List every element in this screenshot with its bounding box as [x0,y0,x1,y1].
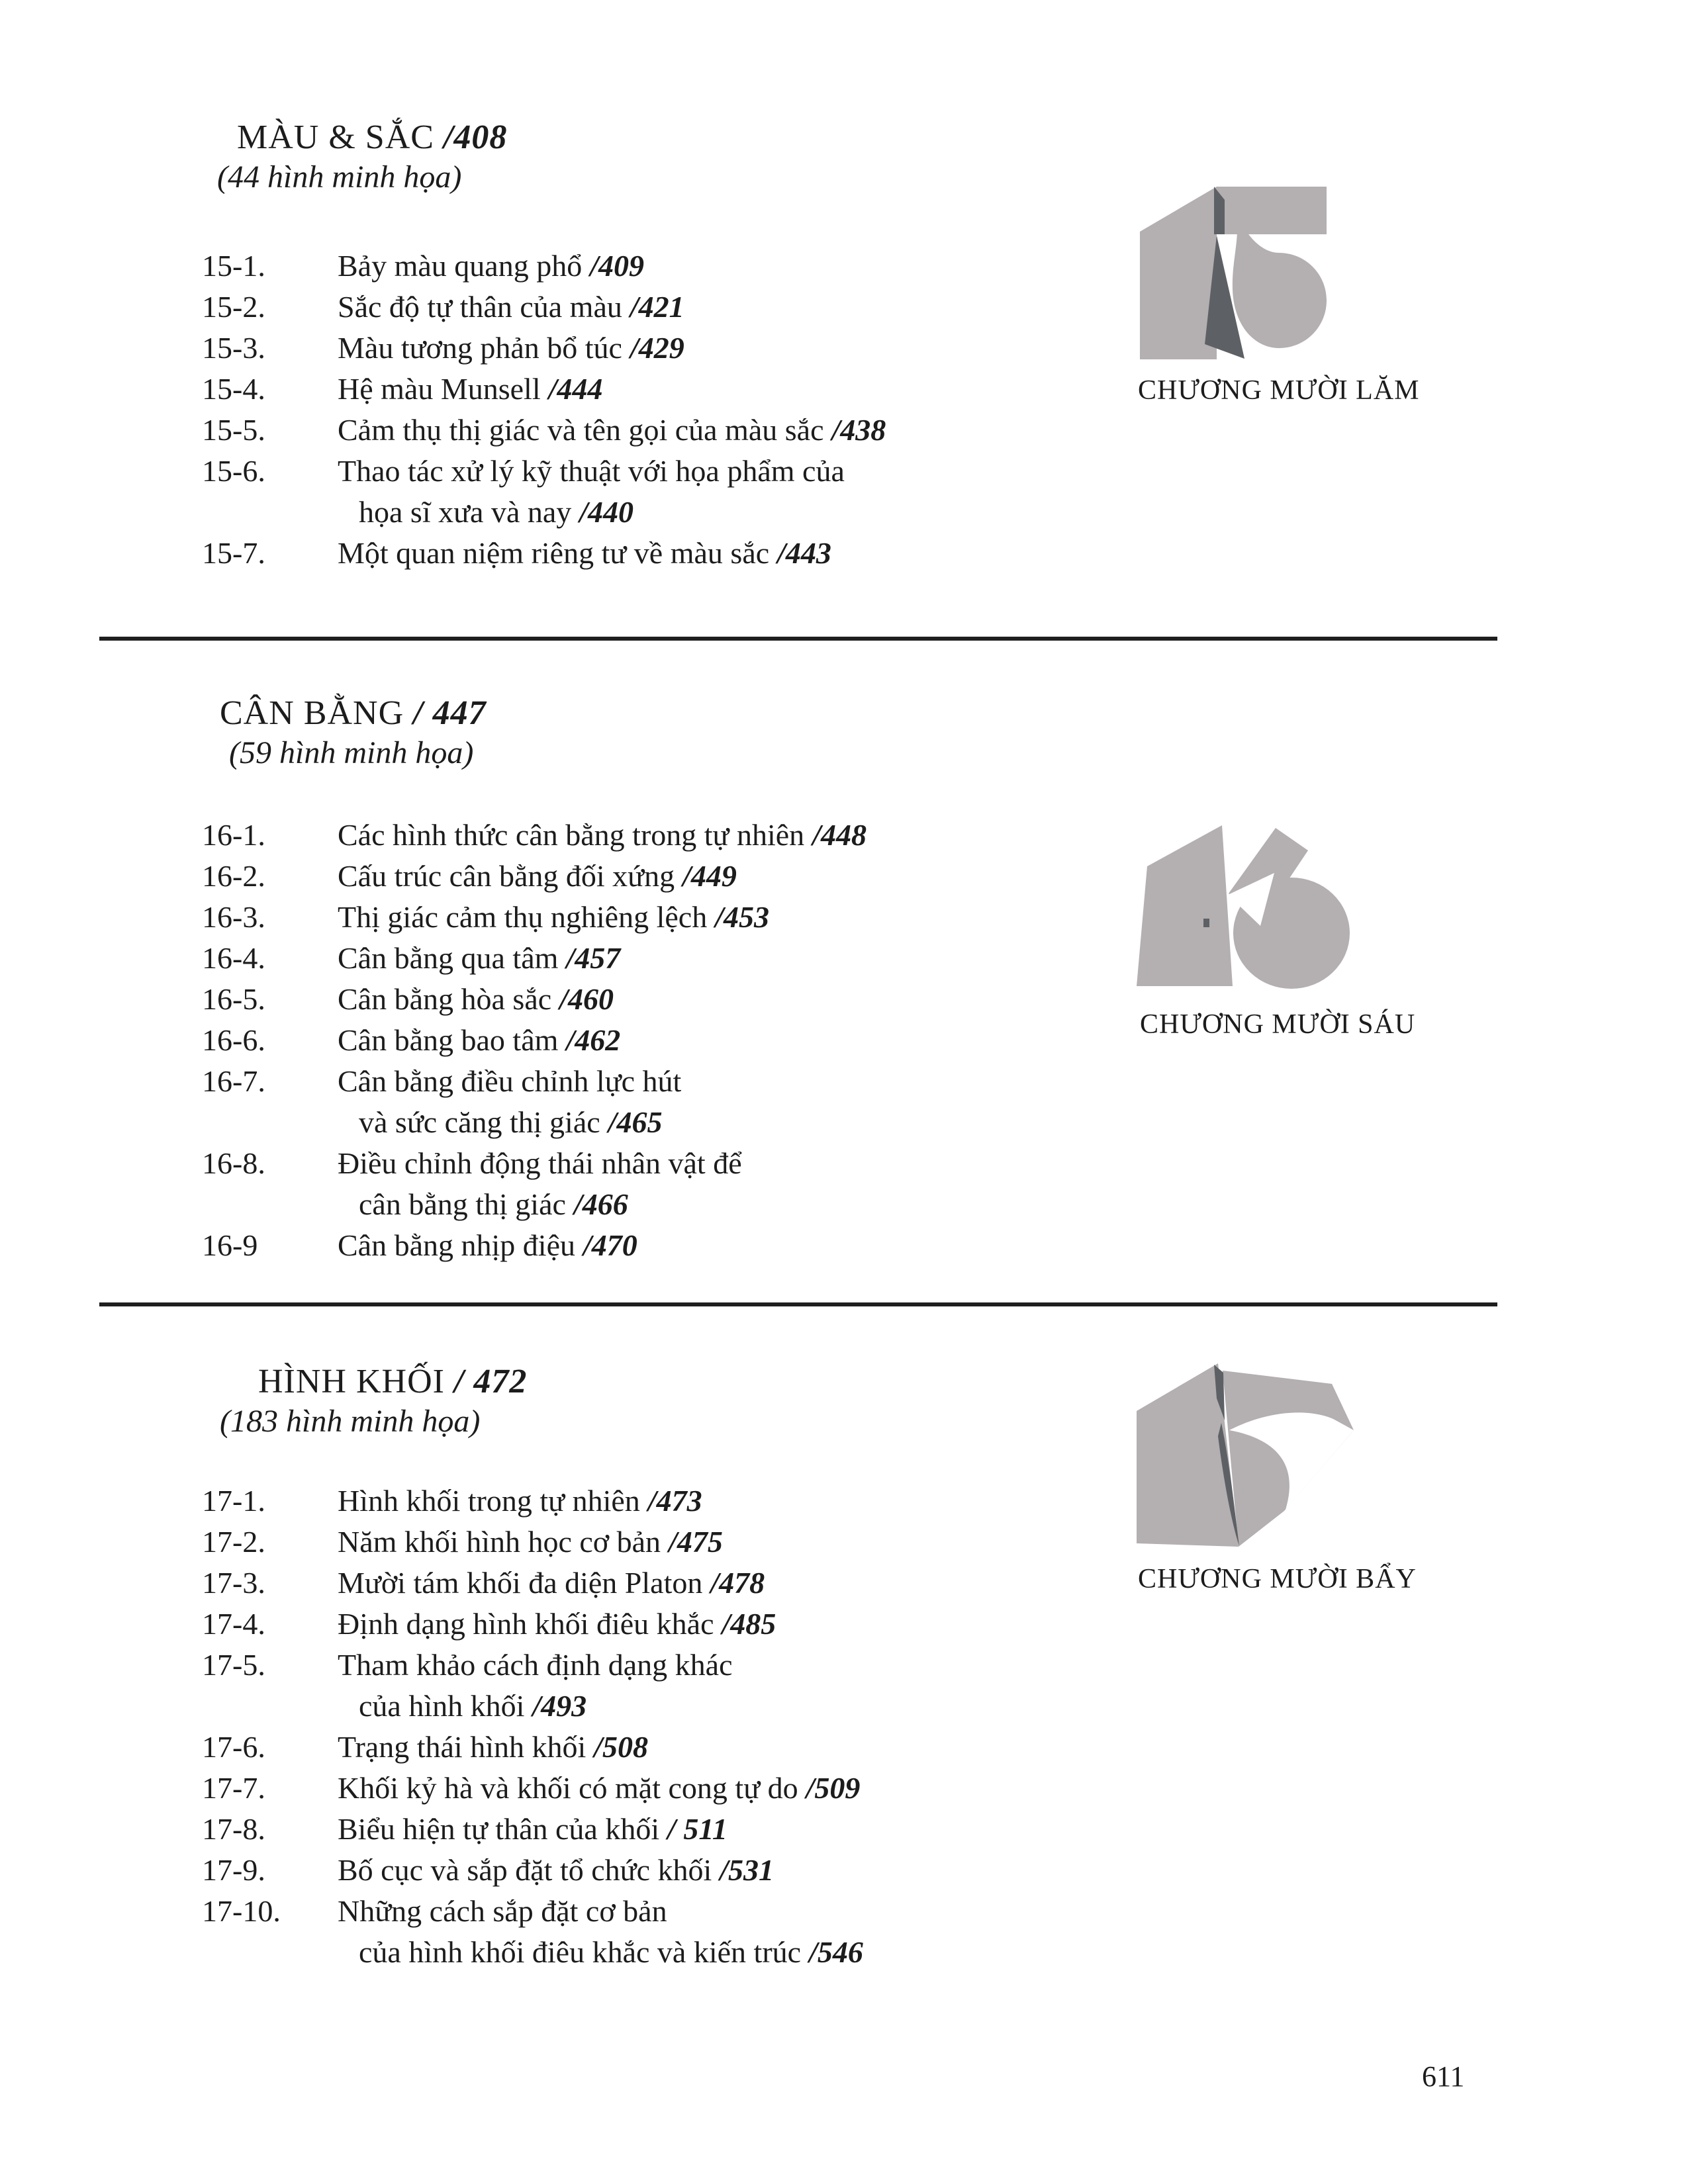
section-divider [99,1302,1497,1306]
toc-entry [202,328,1235,369]
entry-number: 17-3. [202,1566,265,1600]
entry-title [338,1525,723,1559]
entry-page-number: /485 [722,1607,776,1641]
entry-title-text: Điều chỉnh động thái nhân vật để [338,1146,742,1180]
entry-number: 17-8. [202,1812,265,1846]
entry-title [338,495,633,529]
entry-title-text: Tham khảo cách định dạng khác [338,1648,733,1682]
section-title-text: CÂN BẰNG [220,694,404,732]
toc-entry [202,1143,1235,1184]
entry-page-number: / 511 [667,1812,727,1846]
entry-number: 16-4. [202,941,265,975]
toc-entry [202,1020,1235,1061]
entry-title-text: Cảm thụ thị giác và tên gọi của màu sắc [338,413,824,447]
entry-title [338,1689,586,1723]
section-header-chapter-15 [217,118,508,197]
entry-title-text: Cân bằng qua tâm [338,941,559,975]
entry-title-text: Biểu hiện tự thân của khối [338,1812,660,1846]
entry-title [338,1566,765,1600]
toc-entry [202,815,1235,856]
entry-title-text: Định dạng hình khối điêu khắc [338,1607,714,1641]
toc-entry [202,1727,1235,1768]
section-subtitle: (183 hình minh họa) [220,1404,481,1439]
toc-entry [202,533,1235,574]
entry-title [338,900,769,934]
toc-entry [202,856,1235,897]
entry-title-text: của hình khối điêu khắc và kiến trúc [359,1935,802,1969]
entry-page-number: /443 [777,536,831,570]
toc-entry [202,1768,1235,1809]
section-title [237,118,507,158]
entry-number: 17-6. [202,1730,265,1764]
entry-title [338,331,684,365]
entry-title [338,859,737,893]
entry-number: 15-4. [202,372,265,406]
entry-title-text: Cân bằng hòa sắc [338,982,552,1016]
entry-page-number: /546 [809,1935,863,1969]
toc-entry-continuation [202,1932,1235,1973]
entry-number: 17-1. [202,1484,265,1518]
entry-title [338,1064,681,1098]
entry-page-number: /421 [630,290,684,324]
section-header-chapter-17 [220,1362,528,1441]
toc-entry [202,1480,1235,1522]
entry-number: 17-10. [202,1894,281,1928]
stylized-numeral-17-icon [1133,1362,1358,1554]
entry-title [338,1105,662,1139]
section-title-text: MÀU & SẮC [237,118,434,156]
entry-title-text: Khối kỷ hà và khối có mặt cong tự do [338,1771,798,1805]
entry-title [338,1023,620,1057]
entry-title [338,454,845,488]
entry-title-text: Thao tác xử lý kỹ thuật với họa phẩm của [338,454,845,488]
entry-title-text: và sức căng thị giác [359,1105,600,1139]
toc-entry-list [202,246,1235,574]
chapter-16-label: CHƯƠNG MƯỜI SÁU [1140,1009,1416,1040]
entry-page-number: /509 [806,1771,861,1805]
entry-title [338,1228,637,1262]
entry-page-number: /449 [682,859,737,893]
section-subtitle: (44 hình minh họa) [217,159,462,195]
entry-page-number: /508 [594,1730,649,1764]
entry-title [338,1607,776,1641]
toc-entry [202,246,1235,287]
entry-title [338,818,867,852]
entry-number: 16-6. [202,1023,265,1057]
entry-title [338,536,831,570]
entry-page-number: /465 [608,1105,663,1139]
toc-entry-continuation [202,1184,1235,1225]
entry-title-text: của hình khối [359,1689,525,1723]
entry-page-number: /438 [831,413,886,447]
entry-title-text: cân bằng thị giác [359,1187,566,1221]
section-start-page: / 447 [413,694,487,732]
entry-title [338,372,602,406]
section-start-page: /408 [443,118,508,156]
entry-number: 16-8. [202,1146,265,1180]
toc-entry [202,451,1235,492]
entry-number: 16-9 [202,1228,258,1262]
entry-page-number: /470 [583,1228,637,1262]
chapter-15-figure [1125,177,1331,363]
entry-number: 16-3. [202,900,265,934]
toc-entry [202,1809,1235,1850]
entry-title [338,941,620,975]
toc-entry [202,1850,1235,1891]
entry-title [338,413,886,447]
entry-title-text: Trạng thái hình khối [338,1730,586,1764]
entry-number: 16-2. [202,859,265,893]
toc-entry [202,1522,1235,1563]
entry-title [338,1484,702,1518]
entry-title-text: Cân bằng điều chỉnh lực hút [338,1064,682,1098]
entry-number: 16-1. [202,818,265,852]
entry-page-number: /473 [647,1484,702,1518]
entry-number: 15-3. [202,331,265,365]
entry-title [338,1853,774,1887]
entry-title-text: Cân bằng bao tâm [338,1023,559,1057]
toc-entry [202,1225,1235,1266]
section-title [258,1362,527,1402]
toc-entry [202,1645,1235,1686]
section-subtitle: (59 hình minh họa) [229,735,474,770]
section-title [220,694,487,733]
entry-number: 17-4. [202,1607,265,1641]
entry-number: 15-7. [202,536,265,570]
page-number: 611 [1422,2060,1465,2093]
entry-title-text: Năm khối hình học cơ bản [338,1525,661,1559]
chapter-16-figure [1132,822,1354,991]
toc-entry-list [202,1480,1235,1973]
entry-title-text: Một quan niệm riêng tư về màu sắc [338,536,770,570]
entry-page-number: /460 [559,982,614,1016]
entry-title-text: Các hình thức cân bằng trong tự nhiên [338,818,805,852]
entry-page-number: /475 [669,1525,723,1559]
entry-title [338,1648,733,1682]
entry-number: 17-7. [202,1771,265,1805]
toc-entry-continuation [202,1686,1235,1727]
toc-entry-continuation [202,1102,1235,1143]
entry-title-text: Những cách sắp đặt cơ bản [338,1894,667,1928]
entry-title-text: Bố cục và sắp đặt tổ chức khối [338,1853,712,1887]
chapter-17-figure [1133,1362,1358,1554]
entry-title [338,1894,667,1928]
entry-title [338,1812,727,1846]
entry-page-number: /531 [720,1853,774,1887]
entry-title-text: Thị giác cảm thụ nghiêng lệch [338,900,708,934]
entry-page-number: /448 [812,818,867,852]
entry-number: 17-2. [202,1525,265,1559]
stylized-numeral-15-icon [1125,177,1331,363]
entry-title-text: Màu tương phản bổ túc [338,331,622,365]
toc-entry [202,1891,1235,1932]
entry-number: 17-5. [202,1648,265,1682]
entry-page-number: /457 [566,941,621,975]
entry-page-number: /409 [590,249,644,283]
entry-page-number: /429 [630,331,684,365]
entry-page-number: /478 [710,1566,765,1600]
entry-number: 15-2. [202,290,265,324]
entry-number: 16-5. [202,982,265,1016]
toc-entry-continuation [202,492,1235,533]
entry-title [338,982,614,1016]
entry-page-number: /462 [566,1023,621,1057]
entry-page-number: /440 [579,495,634,529]
entry-number: 17-9. [202,1853,265,1887]
entry-title-text: Cân bằng nhịp điệu [338,1228,575,1262]
section-title-text: HÌNH KHỐI [258,1363,445,1400]
entry-title-text: Cấu trúc cân bằng đối xứng [338,859,675,893]
entry-title [338,290,684,324]
section-divider [99,637,1497,641]
toc-entry [202,369,1235,410]
entry-number: 15-5. [202,413,265,447]
entry-title [338,1730,648,1764]
section-start-page: / 472 [453,1363,528,1400]
entry-page-number: /453 [715,900,769,934]
entry-title-text: Hình khối trong tự nhiên [338,1484,640,1518]
entry-number: 15-6. [202,454,265,488]
toc-entry [202,979,1235,1020]
section-header-chapter-16 [220,694,487,773]
entry-title [338,1771,860,1805]
toc-entry [202,287,1235,328]
toc-entry [202,897,1235,938]
entry-number: 16-7. [202,1064,265,1098]
toc-entry [202,1563,1235,1604]
entry-title [338,1935,863,1969]
toc-entry [202,410,1235,451]
entry-number: 15-1. [202,249,265,283]
entry-title [338,249,644,283]
chapter-15-label: CHƯƠNG MƯỜI LĂM [1138,375,1420,406]
entry-page-number: /493 [532,1689,587,1723]
entry-title-text: Mười tám khối đa diện Platon [338,1566,703,1600]
toc-entry [202,938,1235,979]
entry-page-number: /466 [573,1187,628,1221]
entry-page-number: /444 [548,372,603,406]
stylized-numeral-16-icon [1132,822,1354,991]
toc-entry [202,1061,1235,1102]
entry-title-text: Bảy màu quang phổ [338,249,583,283]
toc-entry-list [202,815,1235,1266]
entry-title-text: Sắc độ tự thân của màu [338,290,622,324]
entry-title [338,1146,742,1180]
entry-title-text: họa sĩ xưa và nay [359,495,572,529]
chapter-17-label: CHƯƠNG MƯỜI BẨY [1138,1564,1417,1594]
entry-title [338,1187,628,1221]
entry-title-text: Hệ màu Munsell [338,372,541,406]
toc-entry [202,1604,1235,1645]
